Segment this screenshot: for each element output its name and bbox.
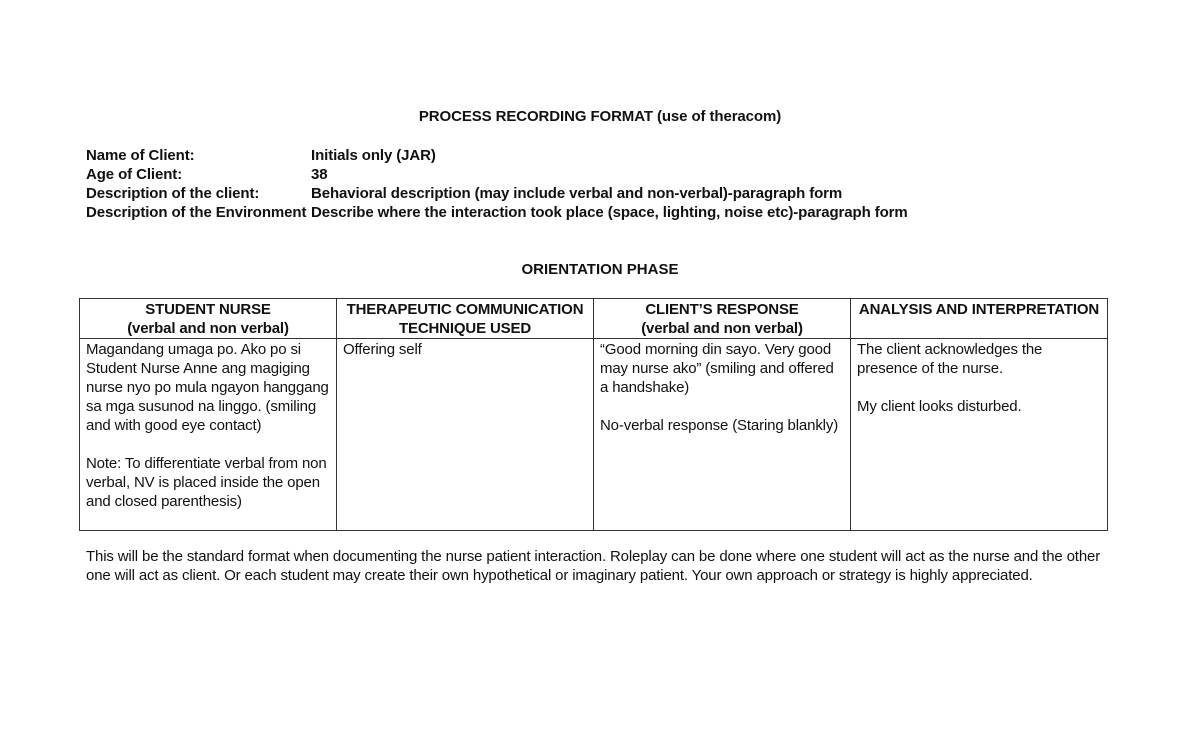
client-response-verbal: “Good morning din sayo. Very good may nurse ako” (smiling and offered a handshake) [600, 341, 834, 396]
header-client-response [594, 299, 851, 339]
student-nurse-note: Note: To differentiate verbal from non verbal, NV is placed inside the open and closed parenthesis) [86, 455, 327, 510]
phase-title: ORIENTATION PHASE [521, 261, 679, 278]
header-line: ANALYSIS AND INTERPRETATION [858, 301, 1100, 318]
header-technique [337, 299, 594, 339]
footer-paragraph: This will be the standard format when documenting the nurse patient interaction. Roleplay can be done where one student will act as the nurse and the other one will act as client. Or each student may create their own hypothetical or imaginary patient. Your own approach or strategy is highly appreciated. [86, 548, 1101, 584]
header-line: (verbal and non verbal) [127, 320, 289, 337]
table-row [80, 339, 1108, 531]
info-row-environment-description [86, 203, 908, 222]
cell-student-nurse [80, 339, 337, 531]
cell-technique [337, 339, 594, 531]
info-label: Name of Client: [86, 147, 195, 164]
header-analysis [851, 299, 1108, 339]
info-label: Age of Client: [86, 166, 183, 183]
info-label: Description of the Environment [86, 204, 307, 221]
info-value: Describe where the interaction took place (space, lighting, noise etc)-paragraph form [311, 204, 908, 221]
info-value: Behavioral description (may include verbal and non-verbal)-paragraph form [311, 185, 843, 202]
analysis-text-2: My client looks disturbed. [857, 398, 1022, 415]
client-info-block [86, 146, 908, 222]
header-line: THERAPEUTIC COMMUNICATION [346, 301, 584, 318]
process-recording-table [79, 298, 1108, 531]
info-row-client-description [86, 184, 908, 203]
analysis-text-1: The client acknowledges the presence of the nurse. [857, 341, 1043, 377]
client-response-nonverbal: No-verbal response (Staring blankly) [600, 417, 839, 434]
technique-text: Offering self [343, 341, 422, 358]
document-title: PROCESS RECORDING FORMAT (use of theracom) [418, 108, 782, 125]
header-line: TECHNIQUE USED [398, 320, 532, 337]
student-nurse-statement: Magandang umaga po. Ako po si Student Nurse Anne ang magiging nurse nyo po mula ngayon hanggang sa mga susunod na linggo. (smiling and with good eye contact) [86, 341, 329, 434]
info-label: Description of the client: [86, 185, 260, 202]
info-value: Initials only (JAR) [311, 147, 436, 164]
info-value: 38 [311, 166, 328, 183]
info-row-age [86, 165, 908, 184]
cell-analysis [851, 339, 1108, 531]
header-line: CLIENT’S RESPONSE [645, 301, 799, 318]
info-row-name [86, 146, 908, 165]
header-line: STUDENT NURSE [145, 301, 271, 318]
header-student-nurse [80, 299, 337, 339]
cell-client-response [594, 339, 851, 531]
header-line: (verbal and non verbal) [641, 320, 803, 337]
table-header-row [80, 299, 1108, 339]
